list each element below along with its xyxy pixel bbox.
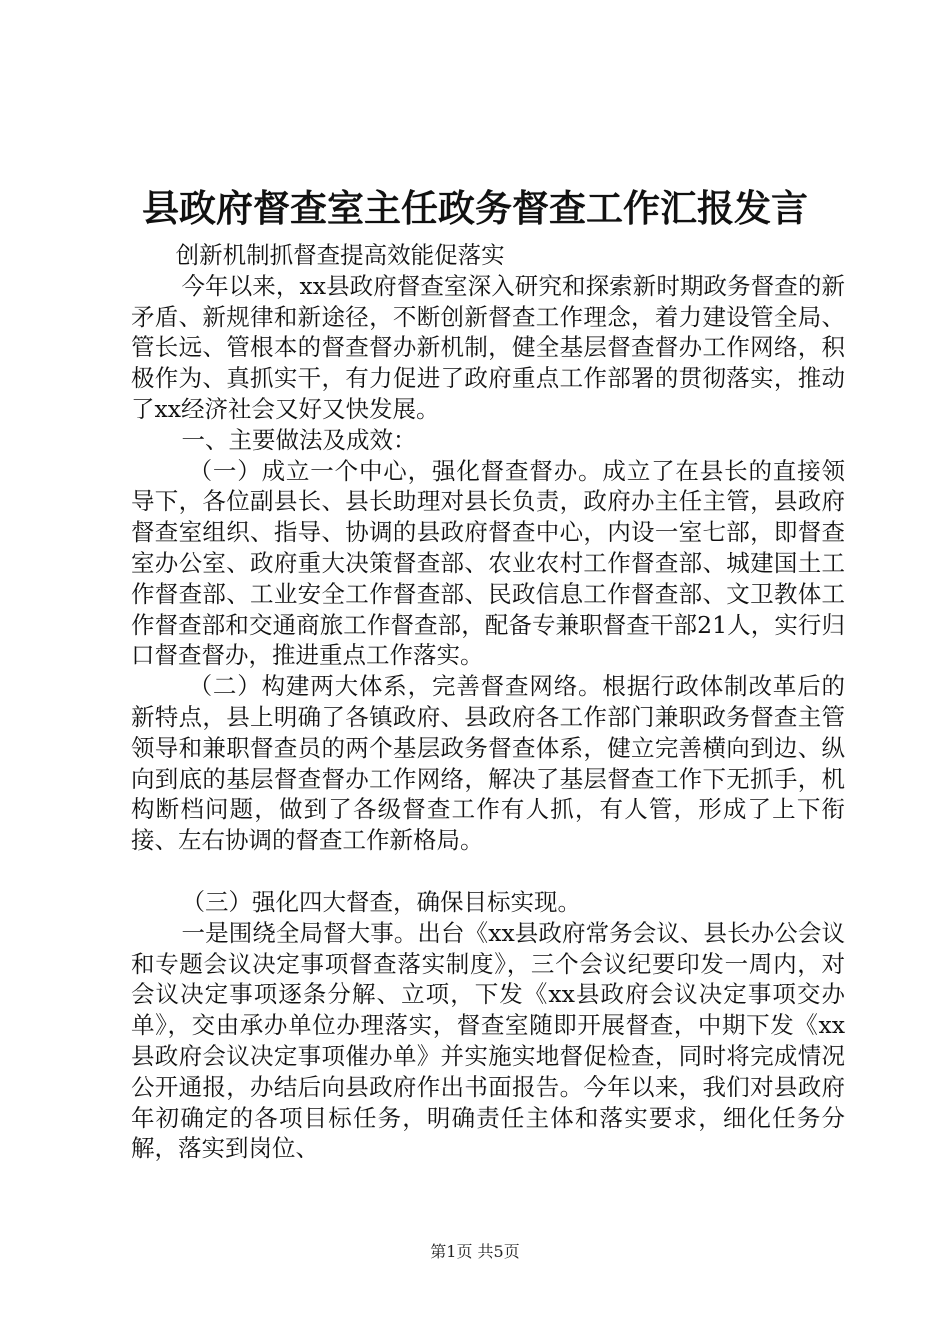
subtitle-paragraph: 创新机制抓督查提高效能促落实 — [175, 241, 505, 269]
section-3-heading: （三）强化四大督查，确保目标实现。 — [181, 887, 582, 916]
section-2-paragraph: （二）构建两大体系，完善督查网络。根据行政体制改革后的新特点，县上明确了各镇政府、县政府各工作部门兼职政务督查主管领导和兼职督查员的两个基层政务督查体系，健立完善横向到边、纵向到底的基层督查督办工作网络，解决了基层督查工作下无抓手，机构断档问题，做到了各级督查工作有人抓，有人管，形成了上下衔接、左右协调的督查工作新格局。 — [131, 672, 845, 855]
paragraph-gap — [131, 856, 845, 887]
page-footer: 第1页 共5页 — [430, 1242, 520, 1261]
intro-paragraph: 今年以来，xx县政府督查室深入研究和探索新时期政务督查的新矛盾、新规律和新途径，不断创新督查工作理念，着力建设管全局、管长远、管根本的督查督办新机制，健全基层督查督办工作网络，积极作为、真抓实干，有力促进了政府重点工作部署的贯彻落实，推动了xx经济社会又好又快发展。 — [131, 271, 845, 423]
section-heading: 一、主要做法及成效： — [181, 425, 417, 454]
document-body — [131, 240, 845, 1164]
document-title: 县政府督查室主任政务督查工作汇报发言 — [142, 186, 808, 230]
section-1-paragraph: （一）成立一个中心，强化督查督办。成立了在县长的直接领导下，各位副县长、县长助理对县长负责，政府办主任主管，县政府督查室组织、指导、协调的县政府督查中心，内设一室七部，即督查室办公室、政府重大决策督查部、农业农村工作督查部、城建国土工作督查部、工业安全工作督查部、民政信息工作督查部、文卫教体工作督查部和交通商旅工作督查部，配备专兼职督查干部21人，实行归口督查督办，推进重点工作落实。 — [131, 456, 845, 670]
section-3-paragraph: 一是围绕全局督大事。出台《xx县政府常务会议、县长办公会议和专题会议决定事项督查落实制度》，三个会议纪要印发一周内，对会议决定事项逐条分解、立项，下发《xx县政府会议决定事项交办单》，交由承办单位办理落实，督查室随即开展督查，中期下发《xx县政府会议决定事项催办单》并实施实地督促检查，同时将完成情况公开通报，办结后向县政府作出书面报告。今年以来，我们对县政府年初确定的各项目标任务，明确责任主体和落实要求，细化任务分解，落实到岗位、 — [131, 918, 845, 1163]
